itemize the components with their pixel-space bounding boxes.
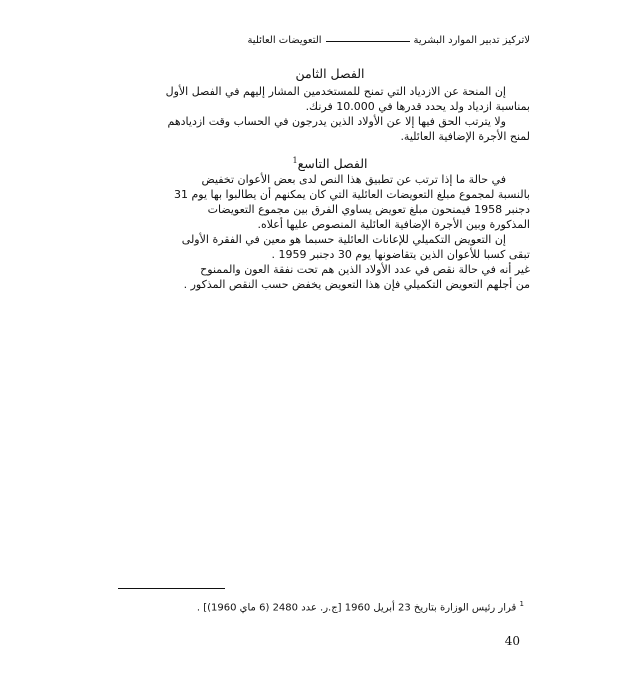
footnote-separator	[118, 588, 225, 589]
paragraph-line: بالنسبة لمجموع مبلغ التعويضات العائلية التي كان يمكنهم أن يطالبوا بها يوم 31	[174, 188, 530, 201]
footnote-number: 1	[519, 600, 524, 608]
paragraph-line: تبقى كسبا للأعوان الذين يتقاضونها يوم 30 دجنبر 1959 .	[271, 248, 530, 261]
header-section: التعويضات العائلية	[247, 35, 322, 46]
paragraph-line: ولا يترتب الحق فيها إلا عن الأولاد الذين يدرجون في الحساب وقت ازديادهم	[167, 115, 506, 128]
running-header	[130, 34, 530, 48]
header-rule	[326, 41, 410, 42]
paragraph-line: في حالة ما إذا ترتب عن تطبيق هذا النص لدى بعض الأعوان تخفيض	[201, 173, 506, 186]
chapter-8-body	[130, 84, 530, 144]
paragraph-line: إن التعويض التكميلي للإعانات العائلية حسبما هو معين في الفقرة الأولى	[181, 233, 506, 246]
paragraph-line: غير أنه في حالة نقص في عدد الأولاد الذين هم تحت نفقة العون والممنوح	[200, 263, 530, 276]
paragraph-line: من أجلهم التعويض التكميلي فإن هذا التعويض يخفض حسب النقص المذكور .	[183, 278, 530, 291]
paragraph-line: المذكورة وبين الأجرة الإضافية العائلية المنصوص عليها أعلاه.	[257, 218, 530, 231]
footnote-text: قرار رئيس الوزارة بتاريخ 23 أبريل 1960 [ج.ر. عدد 2480 (6 ماي 1960)] .	[196, 602, 517, 614]
paragraph-line: لمنح الأجرة الإضافية العائلية.	[400, 130, 530, 143]
paragraph-line: بمناسبة ازدياد ولد يحدد قدرها في 10.000 فرنك.	[305, 100, 530, 113]
chapter-9-body	[130, 172, 530, 292]
header-title: لاتركيز تدبير الموارد البشرية	[413, 35, 530, 46]
paragraph-line: دجنبر 1958 فيمنحون مبلغ تعويض يساوي الفرق بين مجموع التعويضات	[207, 203, 530, 216]
chapter-9-title-text: الفصل التاسع	[297, 156, 368, 172]
paragraph-line: إن المنحة عن الازدياد التي تمنح للمستخدمين المشار إليهم في الفصل الأول	[165, 85, 506, 98]
footnote	[130, 597, 524, 615]
page-number: 40	[504, 634, 520, 648]
chapter-8-title: الفصل الثامن	[295, 66, 365, 81]
chapter-9-title	[130, 153, 530, 172]
footnote-marker: 1	[292, 156, 298, 165]
